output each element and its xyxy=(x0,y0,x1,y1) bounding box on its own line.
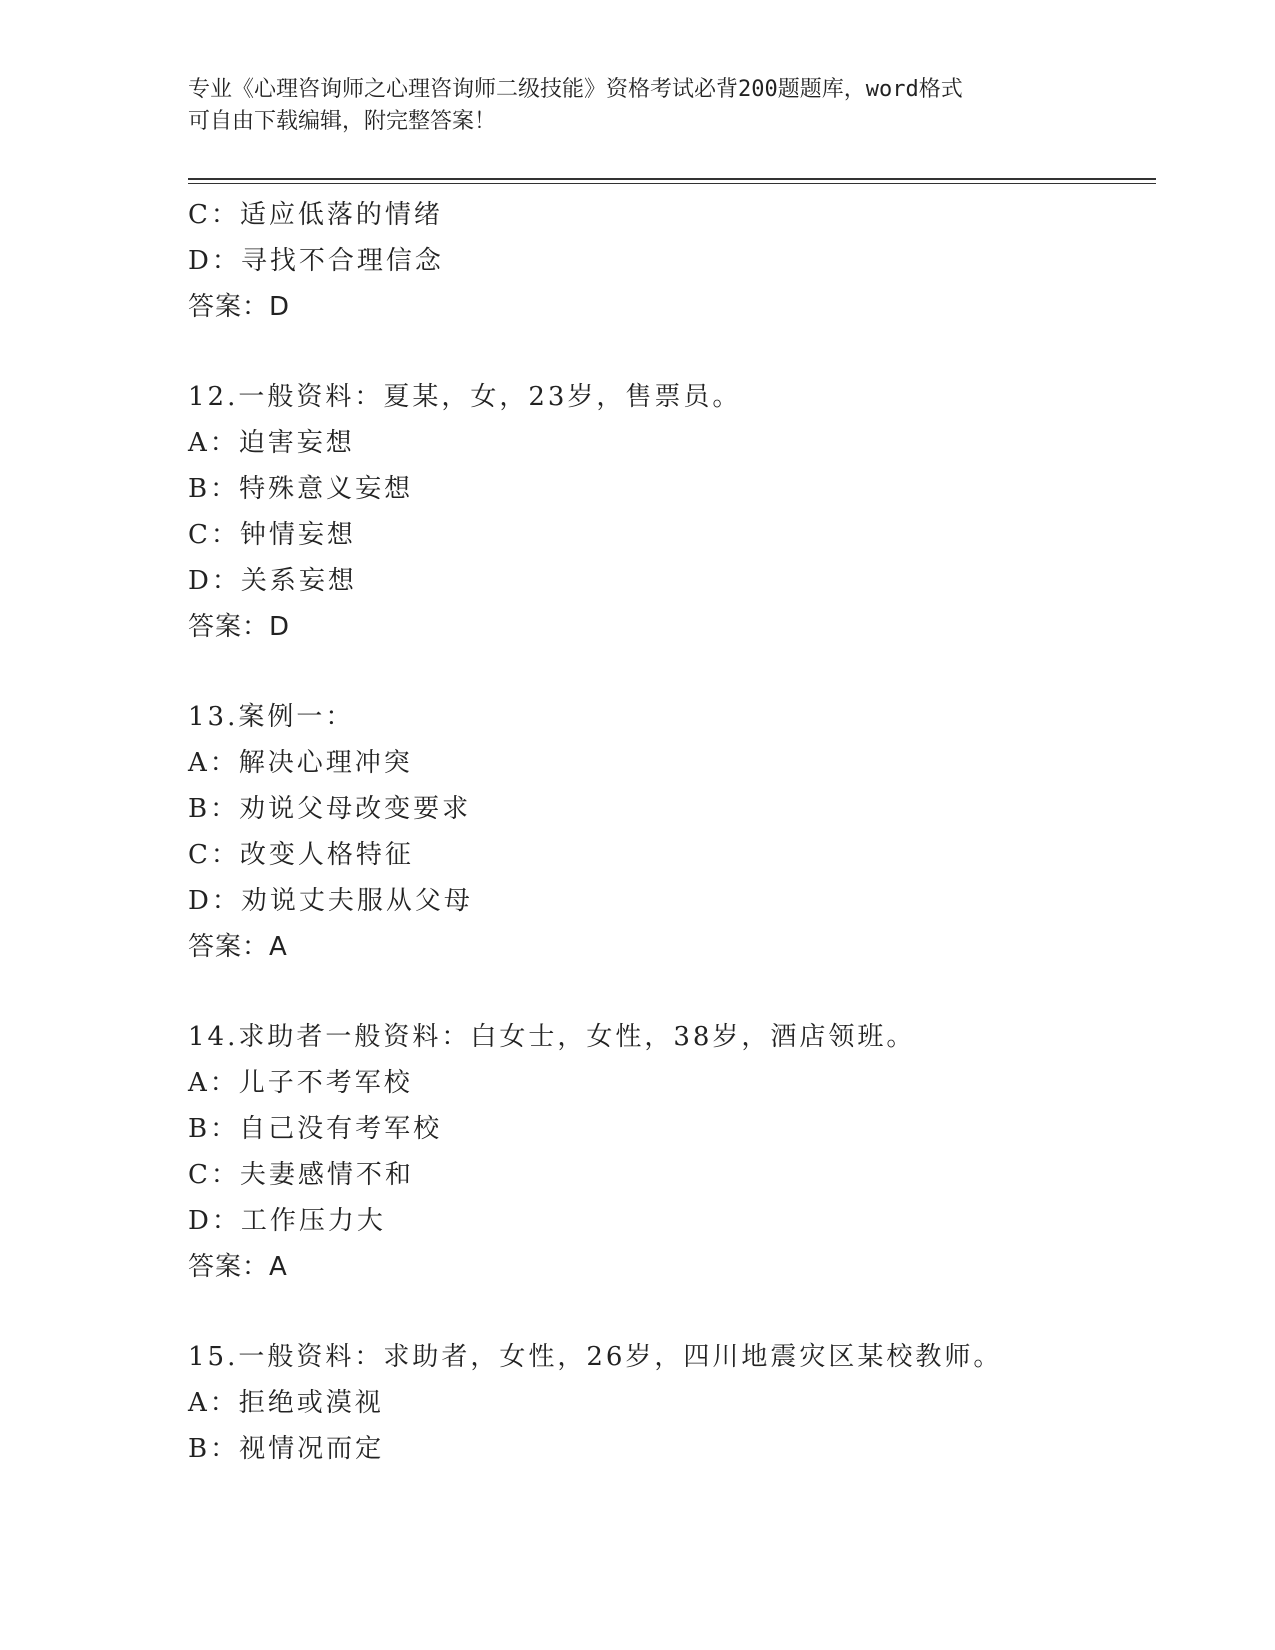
block-spacer xyxy=(188,970,1156,1014)
block-spacer xyxy=(188,330,1156,374)
question-stem: 14.求助者一般资料：白女士，女性，38岁，酒店领班。 xyxy=(188,1022,916,1052)
answer-line: 答案：D xyxy=(188,612,291,642)
question-block-13 xyxy=(188,694,1156,970)
option-b: B：劝说父母改变要求 xyxy=(188,794,472,824)
header-divider-thick xyxy=(188,178,1156,180)
option-c: C：改变人格特征 xyxy=(188,840,414,870)
option-c: C：适应低落的情绪 xyxy=(188,200,443,230)
option-b: B：自己没有考军校 xyxy=(188,1114,443,1144)
document-header xyxy=(188,74,1088,138)
option-a: A：迫害妄想 xyxy=(188,428,355,458)
block-spacer xyxy=(188,650,1156,694)
answer-line: 答案：A xyxy=(188,1252,288,1282)
option-d: D：劝说丈夫服从父母 xyxy=(188,886,473,916)
question-stem: 12.一般资料：夏某，女，23岁，售票员。 xyxy=(188,382,742,412)
header-divider-thin xyxy=(188,183,1156,184)
option-a: A：拒绝或漠视 xyxy=(188,1388,384,1418)
header-title-line-1: 专业《心理咨询师之心理咨询师二级技能》资格考试必背200题题库，word格式 xyxy=(188,77,963,102)
option-d: D：寻找不合理信念 xyxy=(188,246,444,276)
option-b: B：特殊意义妄想 xyxy=(188,474,414,504)
option-d: D：关系妄想 xyxy=(188,566,357,596)
question-block-14 xyxy=(188,1014,1156,1290)
question-block-11-continued xyxy=(188,192,1156,330)
option-c: C：夫妻感情不和 xyxy=(188,1160,414,1190)
option-d: D：工作压力大 xyxy=(188,1206,386,1236)
answer-line: 答案：A xyxy=(188,932,288,962)
question-list xyxy=(188,192,1156,1472)
option-c: C：钟情妄想 xyxy=(188,520,356,550)
header-title-line-2: 可自由下载编辑，附完整答案！ xyxy=(188,109,497,134)
question-block-15 xyxy=(188,1334,1156,1472)
answer-line: 答案：D xyxy=(188,292,291,322)
question-stem: 15.一般资料：求助者，女性，26岁，四川地震灾区某校教师。 xyxy=(188,1342,1003,1372)
question-stem: 13.案例一： xyxy=(188,702,355,732)
block-spacer xyxy=(188,1290,1156,1334)
option-a: A：解决心理冲突 xyxy=(188,748,413,778)
option-a: A：儿子不考军校 xyxy=(188,1068,413,1098)
question-block-12 xyxy=(188,374,1156,650)
option-b: B：视情况而定 xyxy=(188,1434,385,1464)
